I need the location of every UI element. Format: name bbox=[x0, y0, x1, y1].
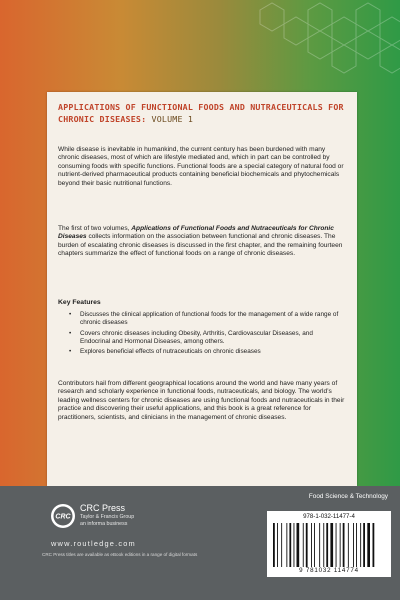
barcode-box bbox=[267, 511, 391, 577]
title-main: APPLICATIONS OF FUNCTIONAL FOODS AND NUTRACEUTICALS FOR CHRONIC DISEASES: bbox=[58, 102, 344, 124]
publisher-business: an informa business bbox=[80, 521, 128, 527]
description-paragraph-3: Contributors hail from different geographical locations around the world and have many years of research and scholarly experience in functional foods, nutraceuticals, and biology. The world’s leading wellness centers for chronic diseases are using functional foods and nutraceuticals in their practice and discovering their useful applications, and this book is a great reference for practitioners, scientists, and clinicians in the management of chronic diseases. bbox=[58, 380, 345, 421]
description-paragraph-1: While disease is inevitable in humankind, the current century has been burdened with many chronic diseases, most of which are lifestyle mediated and, which in part can be controlled by consuming foods with specific functions. Functional foods are a special category of natural food or nutrient-derived pharmaceutical products containing beneficial biochemicals and phytochemicals beyond their basic nutritional functions. bbox=[58, 146, 344, 187]
paragraph-2-intro: The first of two volumes, bbox=[58, 225, 132, 232]
publisher-name: CRC Press bbox=[80, 503, 126, 513]
key-feature-item: • Covers chronic diseases including Obesity, Arthritis, Cardiovascular Diseases, and Endocrinal and Hormonal Diseases, among others. bbox=[68, 330, 343, 347]
isbn-label: 978-1-032-11477-4 bbox=[303, 513, 355, 520]
subject-category: Food Science & Technology bbox=[308, 493, 388, 500]
key-features-heading: Key Features bbox=[58, 299, 101, 306]
barcode-icon bbox=[271, 523, 387, 567]
book-title bbox=[58, 101, 348, 125]
hexagon-pattern-decoration bbox=[0, 0, 400, 95]
publisher-group: Taylor & Francis Group bbox=[80, 514, 135, 520]
svg-text:CRC: CRC bbox=[55, 513, 71, 521]
key-features-list bbox=[68, 311, 343, 358]
barcode-number: 9 781032 114774 bbox=[299, 567, 359, 574]
book-title-inline: Applications of Functional Foods and Nutraceuticals for Chronic Diseases bbox=[58, 225, 334, 241]
publisher-website: www.routledge.com bbox=[51, 539, 136, 548]
ebook-note: CRC Press titles are available as eBook editions in a range of digital formats bbox=[42, 552, 198, 557]
paragraph-2-rest: collects information on the association between functional and chronic diseases. The burden of escalating chronic diseases is discussed in the first chapter, and the remaining fourteen chapters summarize the effect of functional foods on a range of chronic diseases. bbox=[58, 233, 343, 258]
title-volume: VOLUME 1 bbox=[151, 114, 194, 124]
key-feature-item: • Discusses the clinical application of functional foods for the management of a wide range of chronic diseases bbox=[68, 311, 343, 328]
key-feature-item: • Explores beneficial effects of nutraceuticals on chronic diseases bbox=[68, 348, 343, 356]
description-paragraph-2 bbox=[58, 225, 348, 259]
crc-press-logo bbox=[50, 503, 76, 529]
